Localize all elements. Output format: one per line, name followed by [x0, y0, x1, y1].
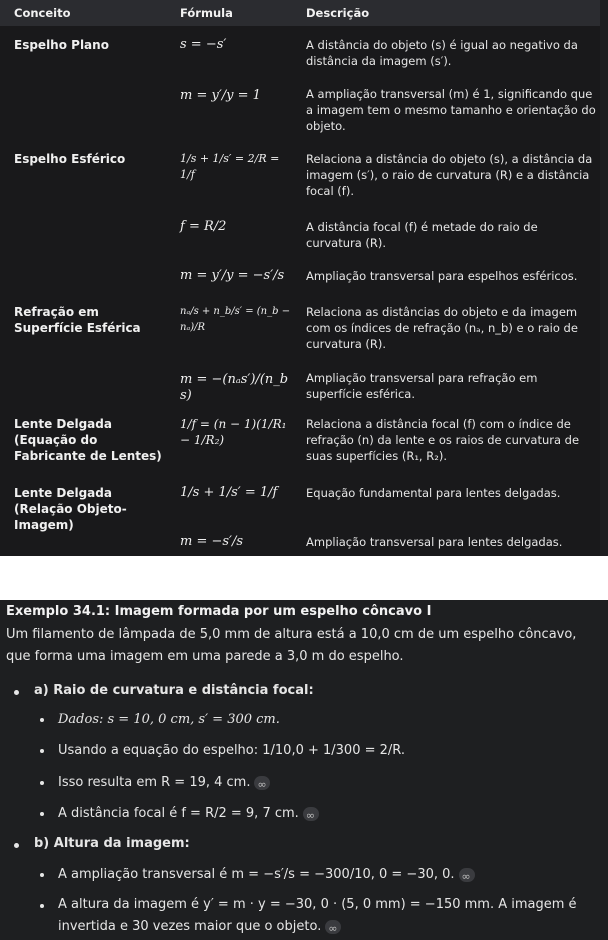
- row-formula: nₐ/s + n_b/s′ = (n_b − nₐ)/R: [180, 306, 291, 333]
- row-description: Equação fundamental para lentes delgadas.: [306, 486, 561, 500]
- link-icon[interactable]: [459, 868, 475, 882]
- bullet-dot: [40, 718, 44, 722]
- link-icon[interactable]: [303, 807, 319, 821]
- bullet-dot: [40, 781, 44, 785]
- row-formula: m = y′/y = −s′/s: [180, 268, 285, 283]
- list-item: [58, 740, 405, 762]
- row-description: Relaciona as distâncias do objeto e da imagem com os índices de refração (nₐ, n_b) e o raio de curvatura (R).: [306, 305, 578, 351]
- white-separator: [0, 556, 608, 600]
- list-item: [58, 894, 598, 938]
- list-item: [58, 709, 280, 731]
- bullet-dot: [40, 812, 44, 816]
- header-description: Descrição: [306, 6, 370, 20]
- list-item: [58, 864, 475, 886]
- header-formula: Fórmula: [180, 6, 233, 20]
- example-title: Exemplo 34.1: Imagem formada por um espelho côncavo I: [6, 604, 432, 619]
- item-text: A distância focal é f = R/2 = 9, 7 cm.: [58, 806, 299, 821]
- row-description: Relaciona a distância do objeto (s), a distância da imagem (s′), o raio de curvatura (R) e a distância focal (f).: [306, 152, 593, 198]
- bullet-dot: [14, 690, 19, 695]
- section-heading: a) Raio de curvatura e distância focal:: [34, 683, 314, 698]
- bullet-dot: [40, 749, 44, 753]
- example-intro: Um filamento de lâmpada de 5,0 mm de altura está a 10,0 cm de um espelho côncavo, que forma uma imagem em uma parede a 3,0 m do espelho.: [6, 627, 577, 664]
- row-description: A distância do objeto (s) é igual ao negativo da distância da imagem (s′).: [306, 38, 578, 68]
- row-description: Ampliação transversal para espelhos esféricos.: [306, 269, 578, 283]
- row-description: Ampliação transversal para refração em superfície esférica.: [306, 371, 538, 401]
- item-text: Dados: s = 10, 0 cm, s′ = 300 cm.: [58, 712, 280, 727]
- row-formula: m = −(nₐs′)/(n_b s): [180, 372, 289, 403]
- row-description: A distância focal (f) é metade do raio de curvatura (R).: [306, 220, 538, 250]
- table-header: [0, 0, 600, 26]
- link-icon[interactable]: [254, 776, 270, 790]
- row-formula: 1/f = (n − 1)(1/R₁ − 1/R₂): [180, 417, 287, 447]
- row-formula: 1/s + 1/s′ = 1/f: [180, 485, 278, 500]
- section-heading: b) Altura da imagem:: [34, 836, 190, 851]
- row-concept: Espelho Plano: [14, 38, 109, 52]
- row-description: A ampliação transversal (m) é 1, significando que a imagem tem o mesmo tamanho e orientação do objeto.: [306, 87, 596, 133]
- list-item: [58, 803, 319, 825]
- row-description: Ampliação transversal para lentes delgadas.: [306, 535, 563, 549]
- link-icon[interactable]: [325, 920, 341, 934]
- row-formula: m = y′/y = 1: [180, 88, 261, 103]
- row-concept: Refração em Superfície Esférica: [14, 305, 141, 335]
- bullet-dot: [40, 904, 44, 908]
- row-concept: Lente Delgada (Equação do Fabricante de Lentes): [14, 417, 162, 463]
- row-concept: Lente Delgada (Relação Objeto-Imagem): [14, 486, 127, 532]
- item-text: Isso resulta em R = 19, 4 cm.: [58, 775, 251, 790]
- bullet-dot: [14, 843, 19, 848]
- header-concept: Conceito: [14, 6, 71, 20]
- item-text: A altura da imagem é y′ = m · y = −30, 0 · (5, 0 mm) = −150 mm. A imagem é invertida e 30 vezes maior que o objeto.: [58, 897, 577, 934]
- row-description: Relaciona a distância focal (f) com o índice de refração (n) da lente e os raios de curvatura de suas superfícies (R₁, R₂).: [306, 417, 580, 463]
- row-formula: 1/s + 1/s′ = 2/R = 1/f: [180, 152, 280, 181]
- row-formula: s = −s′: [180, 37, 227, 52]
- row-concept: Espelho Esférico: [14, 152, 126, 166]
- row-formula: m = −s′/s: [180, 534, 244, 549]
- list-item: [58, 772, 270, 794]
- bullet-dot: [40, 873, 44, 877]
- row-formula: f = R/2: [180, 219, 227, 234]
- item-text: Usando a equação do espelho: 1/10,0 + 1/300 = 2/R.: [58, 743, 405, 758]
- item-text: A ampliação transversal é m = −s′/s = −300/10, 0 = −30, 0.: [58, 867, 455, 882]
